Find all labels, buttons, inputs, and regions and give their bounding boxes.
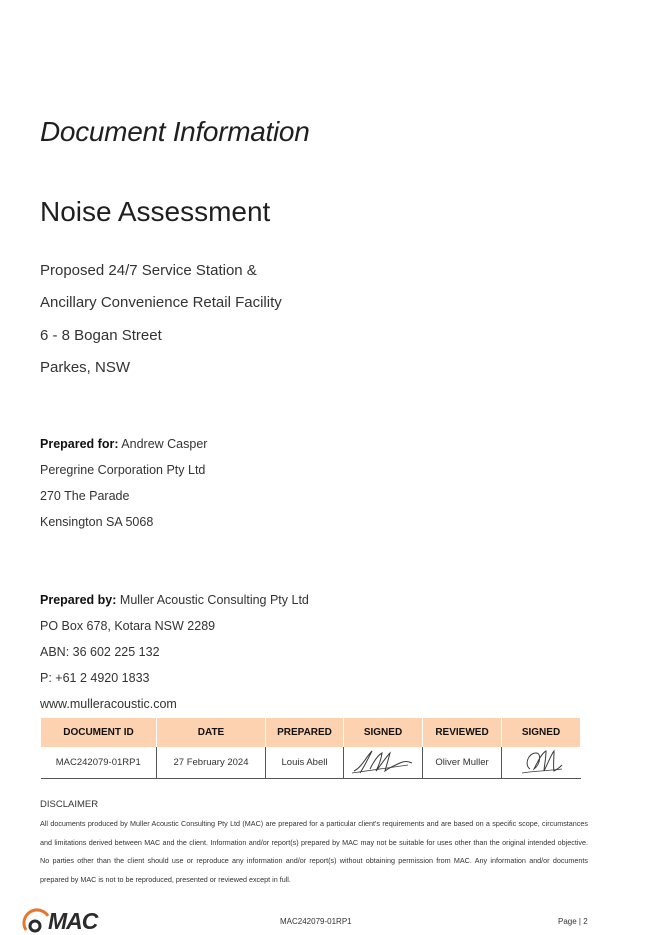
column-header: DATE bbox=[157, 718, 266, 747]
section-title: Document Information bbox=[40, 116, 310, 147]
prepared-by bbox=[40, 593, 309, 607]
column-header: DOCUMENT ID bbox=[41, 718, 157, 747]
signature-icon bbox=[516, 747, 566, 775]
prepared-by-name: Muller Acoustic Consulting Pty Ltd bbox=[119, 593, 309, 607]
disclaimer-heading: DISCLAIMER bbox=[40, 799, 99, 810]
signature-icon bbox=[348, 747, 418, 775]
prepared-by-label: Prepared by: bbox=[40, 593, 117, 607]
prepared-by-line: P: +61 2 4920 1833 bbox=[40, 671, 150, 685]
reviewed-signature-cell bbox=[502, 747, 581, 779]
website-link[interactable]: www.mulleracoustic.com bbox=[40, 697, 177, 711]
disclaimer-text: All documents produced by Muller Acoustic Consulting Pty Ltd (MAC) are prepared for a particular client's requirements and are based on a specific scope, circumstances and limitations derived between MAC and the client. Information and/or report(s) prepared by MAC may not be suitable for uses other than the original intended objective. No parties other than the client should use or reproduce any information and/or report(s) without obtaining permission from MAC. Any information and/or documents prepared by MAC is not to be reproduced, presented or reviewed except in full. bbox=[40, 819, 588, 884]
document-control-table bbox=[40, 718, 581, 779]
prepared-for-line: 270 The Parade bbox=[40, 489, 130, 503]
prepared-for-name: Andrew Casper bbox=[121, 437, 208, 451]
column-header: PREPARED bbox=[266, 718, 344, 747]
prepared-for bbox=[40, 437, 207, 451]
date-cell: 27 February 2024 bbox=[157, 747, 266, 779]
project-line: 6 - 8 Bogan Street bbox=[40, 327, 162, 344]
prepared-for-label: Prepared for: bbox=[40, 437, 119, 451]
column-header: SIGNED bbox=[502, 718, 581, 747]
project-line: Proposed 24/7 Service Station & bbox=[40, 262, 257, 279]
report-title: Noise Assessment bbox=[40, 196, 271, 227]
table-header-row bbox=[41, 718, 581, 747]
logo-text: MAC bbox=[48, 908, 98, 934]
prepared-by-line: PO Box 678, Kotara NSW 2289 bbox=[40, 619, 216, 633]
prepared-by-line: ABN: 36 602 225 132 bbox=[40, 645, 160, 659]
prepared-signature-cell bbox=[344, 747, 423, 779]
prepared-for-line: Peregrine Corporation Pty Ltd bbox=[40, 463, 206, 477]
document-id-cell: MAC242079-01RP1 bbox=[41, 747, 157, 779]
table-row bbox=[41, 747, 581, 779]
column-header: SIGNED bbox=[344, 718, 423, 747]
prepared-cell: Louis Abell bbox=[266, 747, 344, 779]
column-header: REVIEWED bbox=[423, 718, 502, 747]
project-line: Ancillary Convenience Retail Facility bbox=[40, 294, 282, 311]
mac-logo bbox=[22, 906, 112, 934]
prepared-for-line: Kensington SA 5068 bbox=[40, 515, 154, 529]
project-line: Parkes, NSW bbox=[40, 359, 131, 376]
reviewed-cell: Oliver Muller bbox=[423, 747, 502, 779]
page-number: Page | 2 bbox=[558, 917, 588, 926]
footer-document-ref: MAC242079-01RP1 bbox=[280, 917, 352, 926]
